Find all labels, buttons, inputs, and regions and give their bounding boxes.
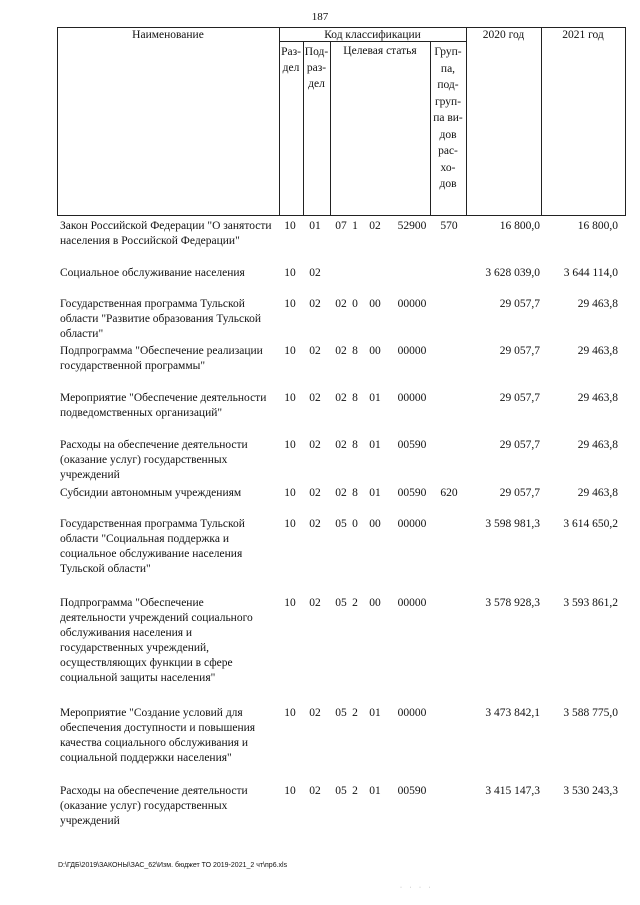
header-vline xyxy=(57,27,58,216)
cell-v2020: 29 057,7 xyxy=(499,439,540,451)
cell-v2021: 3 614 650,2 xyxy=(563,518,618,530)
cell-cs4: 52900 xyxy=(397,220,427,232)
cell-cs1: 05 xyxy=(335,707,347,719)
header-target-article: Целевая статья xyxy=(343,45,417,57)
row-name: Мероприятие "Обеспечение деятельности подведомственных организаций" xyxy=(60,392,267,419)
cell-rz: 10 xyxy=(284,597,296,609)
cell-pr: 02 xyxy=(309,298,321,310)
cell-pr: 02 xyxy=(309,597,321,609)
cell-rz: 10 xyxy=(284,298,296,310)
cell-pr: 02 xyxy=(309,345,321,357)
cell-v2021: 3 588 775,0 xyxy=(563,707,618,719)
cell-cs1: 02 xyxy=(335,392,347,404)
cell-v2020: 29 057,7 xyxy=(499,392,540,404)
header-section: Раз- дел xyxy=(281,46,301,74)
cell-cs4: 00590 xyxy=(397,487,427,499)
cell-rz: 10 xyxy=(284,707,296,719)
table-header xyxy=(57,27,626,216)
cell-cs2: 2 xyxy=(352,785,358,797)
row-name: Расходы на обеспечение деятельности (оказание услуг) государственных учреждений xyxy=(60,785,248,827)
cell-cs3: 00 xyxy=(369,345,381,357)
cell-pr: 02 xyxy=(309,392,321,404)
cell-cs4: 00000 xyxy=(397,707,427,719)
cell-v2020: 3 473 842,1 xyxy=(485,707,540,719)
cell-rz: 10 xyxy=(284,518,296,530)
cell-rz: 10 xyxy=(284,220,296,232)
cell-cs3: 01 xyxy=(369,707,381,719)
file-path-footer: D:\ГДБ\2019\ЗАКОНЫ\ЗАС_62\Изм. бюджет ТО 2019-2021_2 чт\пр6.xls xyxy=(58,862,288,869)
cell-cs1: 02 xyxy=(335,345,347,357)
cell-cs1: 05 xyxy=(335,597,347,609)
row-name: Закон Российской Федерации "О занятости населения в Российской Федерации" xyxy=(60,220,272,247)
cell-vr: 570 xyxy=(440,220,458,232)
header-vline xyxy=(330,41,331,216)
cell-cs2: 8 xyxy=(352,392,358,404)
cell-cs2: 0 xyxy=(352,298,358,310)
cell-pr: 02 xyxy=(309,267,321,279)
cell-vr: 620 xyxy=(440,487,458,499)
row-name: Социальное обслуживание населения xyxy=(60,267,245,279)
header-year-2021: 2021 год xyxy=(562,29,604,41)
cell-rz: 10 xyxy=(284,345,296,357)
row-name: Субсидии автономным учреждениям xyxy=(60,487,242,499)
cell-v2021: 29 463,8 xyxy=(577,439,618,451)
row-name: Государственная программа Тульской области "Развитие образования Тульской области" xyxy=(60,298,262,340)
header-code-classification: Код классификации xyxy=(324,29,421,41)
cell-cs4: 00000 xyxy=(397,597,427,609)
cell-cs1: 02 xyxy=(335,487,347,499)
cell-cs4: 00590 xyxy=(397,785,427,797)
header-vline xyxy=(541,27,542,216)
cell-v2020: 16 800,0 xyxy=(499,220,540,232)
cell-cs2: 2 xyxy=(352,597,358,609)
header-expense-group: Груп- па, под- груп- па ви- дов рас- хо- дов xyxy=(433,46,463,190)
cell-cs3: 02 xyxy=(369,220,381,232)
cell-cs3: 00 xyxy=(369,298,381,310)
cell-rz: 10 xyxy=(284,785,296,797)
cell-cs3: 01 xyxy=(369,392,381,404)
cell-cs2: 0 xyxy=(352,518,358,530)
cell-cs2: 8 xyxy=(352,439,358,451)
cell-rz: 10 xyxy=(284,392,296,404)
cell-cs4: 00000 xyxy=(397,298,427,310)
header-year-2020: 2020 год xyxy=(482,29,525,41)
cell-cs3: 01 xyxy=(369,439,381,451)
cell-pr: 02 xyxy=(309,487,321,499)
scan-marks: · · · · xyxy=(400,885,434,891)
cell-cs2: 8 xyxy=(352,345,358,357)
row-name: Мероприятие "Создание условий для обеспечения доступности и повышения качества социального обслуживания и социальной поддержки населения" xyxy=(60,707,256,764)
cell-cs4: 00000 xyxy=(397,392,427,404)
page-number: 187 xyxy=(311,11,329,23)
cell-rz: 10 xyxy=(284,267,296,279)
cell-cs2: 2 xyxy=(352,707,358,719)
header-vline xyxy=(466,27,467,216)
cell-v2021: 3 530 243,3 xyxy=(563,785,618,797)
cell-pr: 02 xyxy=(309,785,321,797)
cell-cs1: 05 xyxy=(335,518,347,530)
header-subsection: Под- раз- дел xyxy=(304,46,329,90)
cell-v2020: 3 628 039,0 xyxy=(485,267,540,279)
cell-v2020: 3 415 147,3 xyxy=(485,785,540,797)
cell-cs2: 8 xyxy=(352,487,358,499)
cell-v2021: 29 463,8 xyxy=(577,487,618,499)
cell-cs4: 00000 xyxy=(397,518,427,530)
cell-cs3: 00 xyxy=(369,597,381,609)
cell-pr: 02 xyxy=(309,439,321,451)
row-name: Подпрограмма "Обеспечение деятельности учреждений социального обслуживания населения и государственных учреждений, осуществляющих функции в сфере социальной защиты населения" xyxy=(60,597,253,684)
cell-v2020: 29 057,7 xyxy=(499,345,540,357)
cell-cs4: 00000 xyxy=(397,345,427,357)
cell-pr: 02 xyxy=(309,707,321,719)
cell-pr: 02 xyxy=(309,518,321,530)
header-name: Наименование xyxy=(132,29,204,41)
row-name: Государственная программа Тульской области "Социальная поддержка и социальное обслуживание населения Тульской области" xyxy=(60,518,245,575)
cell-cs2: 1 xyxy=(352,220,358,232)
cell-cs4: 00590 xyxy=(397,439,427,451)
row-name: Подпрограмма "Обеспечение реализации государственной программы" xyxy=(60,345,263,372)
cell-rz: 10 xyxy=(284,439,296,451)
cell-v2021: 3 644 114,0 xyxy=(563,267,618,279)
cell-cs1: 02 xyxy=(335,298,347,310)
cell-v2021: 29 463,8 xyxy=(577,392,618,404)
cell-cs3: 00 xyxy=(369,518,381,530)
cell-cs3: 01 xyxy=(369,785,381,797)
header-vline xyxy=(625,27,626,216)
cell-rz: 10 xyxy=(284,487,296,499)
cell-v2021: 3 593 861,2 xyxy=(563,597,618,609)
cell-pr: 01 xyxy=(309,220,321,232)
cell-v2020: 3 598 981,3 xyxy=(485,518,540,530)
row-name: Расходы на обеспечение деятельности (оказание услуг) государственных учреждений xyxy=(60,439,248,481)
cell-v2021: 16 800,0 xyxy=(577,220,618,232)
cell-v2020: 29 057,7 xyxy=(499,487,540,499)
cell-cs1: 05 xyxy=(335,785,347,797)
cell-v2020: 29 057,7 xyxy=(499,298,540,310)
cell-cs3: 01 xyxy=(369,487,381,499)
cell-cs1: 07 xyxy=(335,220,347,232)
cell-cs1: 02 xyxy=(335,439,347,451)
cell-v2021: 29 463,8 xyxy=(577,345,618,357)
cell-v2020: 3 578 928,3 xyxy=(485,597,540,609)
cell-v2021: 29 463,8 xyxy=(577,298,618,310)
